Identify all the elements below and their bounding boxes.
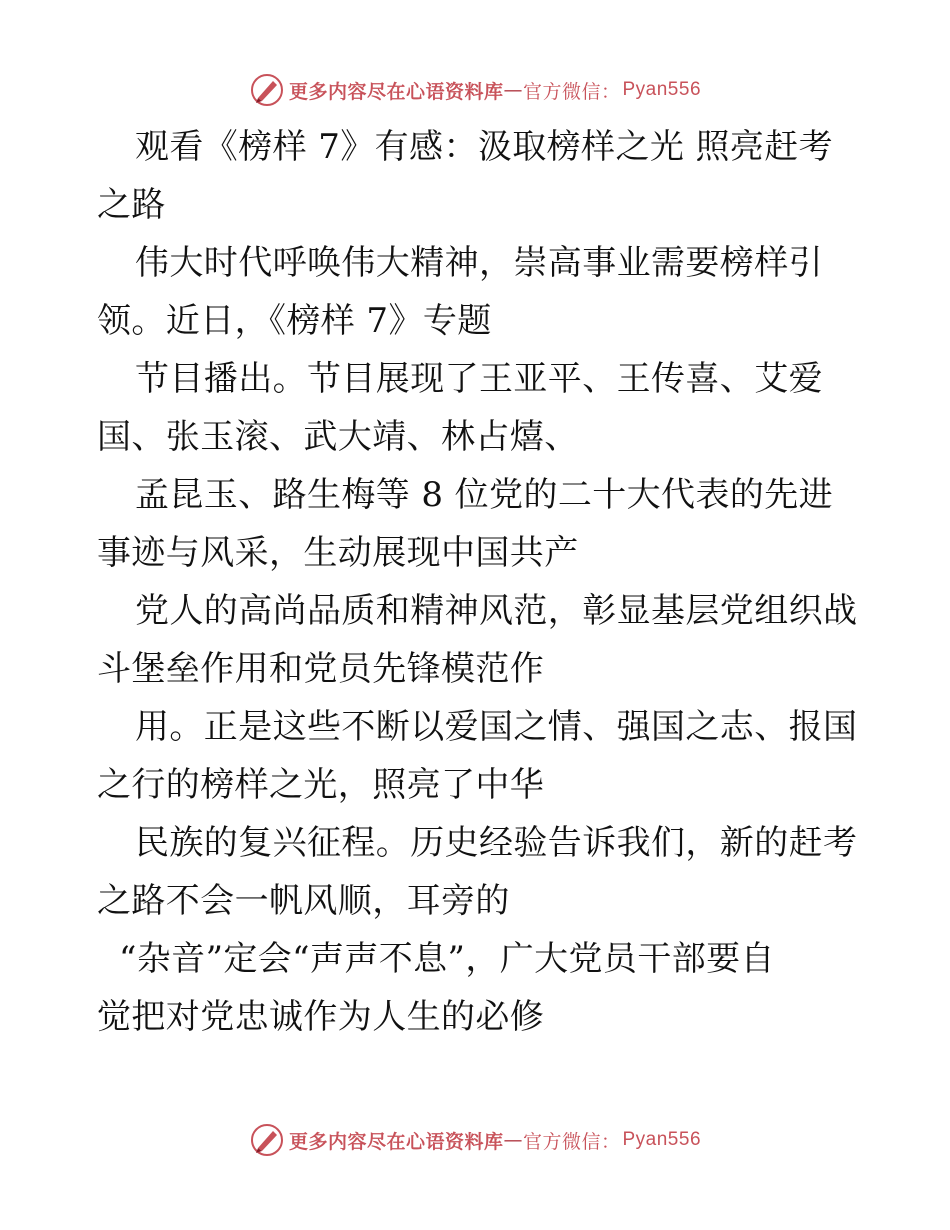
title-line-1: 观看《榜样 7》有感：汲取榜样之光 照亮赶考 (135, 127, 834, 167)
paragraph-line: 领。近日，《榜样 7》专题 (97, 301, 492, 341)
pen-logo-icon (249, 72, 285, 108)
document-body (97, 118, 857, 1046)
paragraph-line: 党人的高尚品质和精神风范，彰显基层党组织战 (135, 591, 858, 631)
paragraph-line: 孟昆玉、路生梅等 8 位党的二十大代表的先进 (135, 475, 834, 515)
banner-wechat-label: 官方微信： (522, 1130, 621, 1153)
paragraph-line: 斗堡垒作用和党员先锋模范作 (97, 649, 545, 689)
paragraph-line: 觉把对党忠诚作为人生的必修 (97, 997, 545, 1037)
paragraph-line: 国、张玉滚、武大靖、林占熺、 (97, 417, 579, 457)
paragraph-line: 用。正是这些不断以爱国之情、强国之志、报国 (135, 707, 858, 747)
paragraph-line: 事迹与风采，生动展现中国共产 (97, 533, 579, 573)
banner-title: 更多内容尽在心语资料库 (288, 1130, 504, 1153)
banner-wechat-id: Pyan556 (622, 1129, 702, 1150)
paragraph-line: 之路不会一帆风顺，耳旁的 (97, 881, 510, 921)
header-banner (0, 70, 950, 110)
paragraph-line: 伟大时代呼唤伟大精神，崇高事业需要榜样引 (135, 243, 823, 283)
banner-title: 更多内容尽在心语资料库 (288, 80, 504, 103)
banner-wechat-id: Pyan556 (622, 79, 702, 100)
paragraph-line: 之行的榜样之光，照亮了中华 (97, 765, 545, 805)
pen-logo-icon (249, 1122, 285, 1158)
title-line-2: 之路 (97, 185, 166, 225)
paragraph-line: “杂音”定会“声声不息”，广大党员干部要自 (119, 939, 775, 979)
paragraph-line: 节目播出。节目展现了王亚平、王传喜、艾爱 (135, 359, 823, 399)
banner-dash: — (503, 79, 523, 101)
footer-banner (0, 1120, 950, 1160)
banner-wechat-label: 官方微信： (522, 80, 621, 103)
paragraph-line: 民族的复兴征程。历史经验告诉我们，新的赶考 (135, 823, 858, 863)
banner-dash: — (503, 1129, 523, 1151)
